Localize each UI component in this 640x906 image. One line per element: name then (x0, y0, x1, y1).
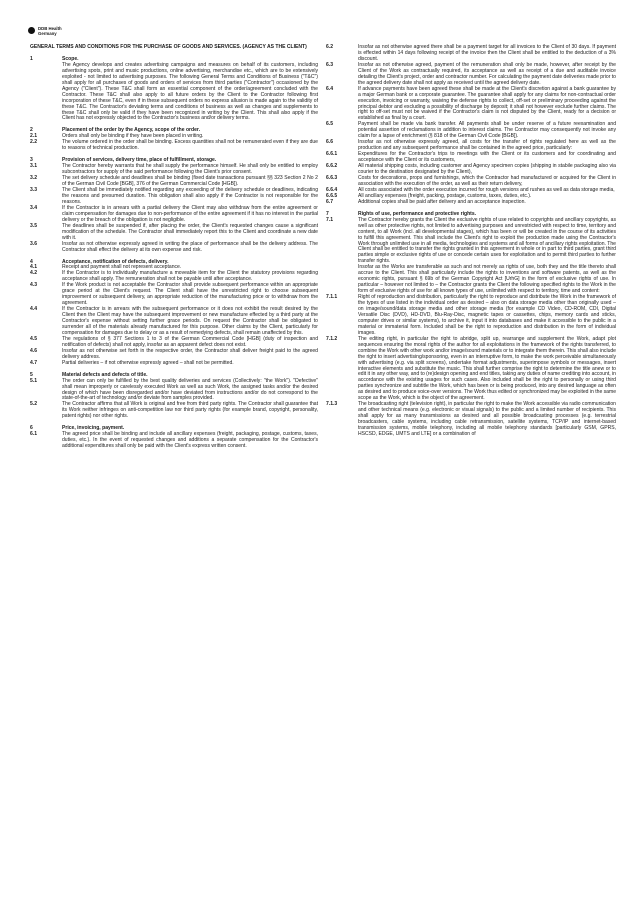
clause-text: All ancillary expenses (freight, packing, postage, customs, taxes, duties, etc.). (358, 192, 532, 199)
section-heading: Acceptance, notification of defects, delivery. (62, 258, 169, 265)
clause-number: 3.3 (30, 187, 38, 194)
clause-number: 4.4 (30, 306, 38, 313)
section-heading: Provision of services, delivery time, place of fulfillment, storage. (62, 157, 217, 164)
clause-text: The broadcasting right (television right), in particular the right to make the Work accessible via radio communication and other technical means (e.g. electronic or visual signals) to the public and a limited number of recipients. This shall apply for as many transmissions as desired and all possible broadcasting processes (e.g. terrestrial broadcasters, cable systems, including cable retransmission, satellite systems, TCP/IP and internet-based transmission systems, mobile telephony, including all mobile telephony standards [particularly GSM, GPRS, HSCSD, EDGE, UMTS and LTE] or a combination of (358, 401, 616, 437)
right-column (326, 45, 616, 444)
clause (30, 307, 318, 337)
clause-section (30, 57, 318, 122)
clause-text: Insofar as not otherwise agreed, payment of the remuneration shall only be made, however, after receipt by the Client of the Work as contractually required, its acceptance as well as receipt of a due and auditable invoice detailing the Client's project, order and contractor number. For calculating the payment date deliveries made prior to the agreed delivery date shall not apply as received until the agreed delivery date. (358, 61, 616, 86)
clause (30, 361, 318, 367)
section-number: 3 (30, 157, 33, 164)
clause-section (30, 158, 318, 253)
clause (30, 379, 318, 403)
clause-number: 4.5 (30, 335, 38, 342)
clause-number: 6.5 (326, 121, 334, 128)
document-title: GENERAL TERMS AND CONDITIONS FOR THE PURCHASE OF GOODS AND SERVICES. (AGENCY AS THE CLIENT) (30, 44, 307, 50)
clause (326, 200, 616, 206)
clause-text: The Contractor affirms that all Work is original and free from third party rights. The Contractor shall guarantee that its Work neither infringes on anti-competition law nor third party rights (for example brand, copyright, personality, patent rights) nor other rights. (62, 401, 318, 420)
clause-text: Insofar as not otherwise set forth in the respective order, the Contractor shall deliver freight paid to the agreed delivery address. (62, 347, 318, 360)
clause-number: 2.1 (30, 133, 38, 140)
section-number: 6 (30, 425, 33, 432)
clause-number: 7.1.3 (326, 401, 338, 408)
clause (30, 224, 318, 242)
company-logo (28, 26, 62, 36)
clause (326, 122, 616, 140)
clause (30, 188, 318, 206)
clause-text: If the Contractor is in arrears with the subsequent performance or it does not exhibit the result desired by the Client then the Client may have the subsequent improvement or new manufacture effected by a third party at the Contractor's expense without setting further grace periods. On request the Contractor shall be obligated to surrender all of the materials already manufactured for this purpose. Other claims by the Client, particularly for compensation for damages due to delay or as a result of remedying defects, shall remain unaffected by this. (62, 306, 318, 336)
clause (30, 140, 318, 152)
clause (30, 63, 318, 123)
clause (30, 242, 318, 254)
clause-number: 6.4 (326, 85, 334, 92)
clause-number: 6.2 (326, 44, 334, 50)
clause-number: 4.1 (30, 264, 38, 271)
clause-text: Right of reproduction and distribution, particularly the right to reproduce and distribute the Work in the framework of the types of use listed in the individual order as desired – also on data storage media other than originally used – on image/sound/data storage media and other storage media (for example CD Video, CD-ROM, CDI, Digital Versatile Disc (DVD), HD-DVD, Blu-Ray-Disc, magnetic tapes or cassettes, chips, memory cards and sticks, computer drives or similar systems), to archive it, input it into databases and make it accessible to the public in a material or immaterial form. Included shall be the right to reproduction and distribution in the form of individual images. (358, 294, 616, 336)
clause-number: 3.4 (30, 204, 38, 211)
clause-text: Expenditures for the Contractor's trips to meetings with the Client or its customers and for coordinating and acceptance with the Client or its customers, (358, 151, 616, 164)
clause-text: Receipt and payment shall not represent acceptance. (62, 264, 182, 271)
clause-number: 6.3 (326, 61, 334, 68)
section-heading: Material defects and defects of title. (62, 371, 148, 378)
clause-text: Insofar as the Works are transferable as such and not merely as rights of use, both they and the title thereto shall accrue to the Client. This shall particularly include the rights to inventions and software patents, as well as the economic rights, pursuant § 69b of the German Copyright Act [UrhG] in the form of exclusive rights of use. In particular – however not limited to – the Contractor grants the Client the following specified rights to the Work in the form of exclusive rights of use for all known types of use, unlimited with respect to territory, time and content: (358, 264, 616, 295)
logo-text (38, 26, 62, 36)
clause-text: Orders shall only be binding if they have been placed in writing. (62, 133, 204, 140)
clause (30, 432, 318, 450)
section-heading: Scope. (62, 55, 79, 62)
clause (326, 337, 616, 402)
section-number: 1 (30, 55, 33, 62)
clause-number: 5.1 (30, 377, 38, 384)
clause-number: 6.6.2 (326, 163, 338, 170)
clause-number: 3.5 (30, 222, 38, 229)
clause-section (30, 260, 318, 367)
clause (30, 337, 318, 349)
clause-number: 5.2 (30, 401, 38, 408)
clause (326, 218, 616, 266)
logo-icon (28, 27, 35, 34)
clause-text: The Contractor hereby warrants that he shall supply the performance himself. He shall only be entitled to employ subcontractors for supply of the said performance following the Client's prior consent. (62, 163, 318, 176)
clause-number: 4.2 (30, 270, 38, 277)
clause (326, 63, 616, 87)
clause-text: The Client shall be immediately notified regarding any exceeding of the delivery schedule or deadlines, indicating the reasons and presumed duration. This obligation shall also apply if the Contractor is not responsible for the reasons. (62, 187, 318, 205)
clause-text: If the Contractor is to individually manufacture a moveable item for the Client the statutory provisions regarding acceptance shall apply. The remuneration shall not be payable until after acceptance. (62, 270, 318, 283)
clause-number: 7.1 (326, 216, 334, 223)
logo-line-1: DDB Health (38, 26, 62, 31)
clause-number: 6.6.3 (326, 174, 338, 181)
clause-number: 3.6 (30, 240, 38, 247)
clause-text: The Agency develops and creates advertising campaigns and measures on behalf of its customers, including advertising spots, print and music productions, online advertising, merchandise etc., which are to be extensively exploited - not limited to advertising purposes. The following General Terms and Conditions of Business ("T&C") shall apply for all purchases of goods and orders of services from third parties ("Contractor") occasioned by the Agency ("Client"). These T&C shall form an essential component of the order/agreement concluded with the Contractor. These T&C shall also apply to all future orders by the Client to the Contractor following first incorporation of these T&C, even if in these subsequent orders no express allusion is made again to the validity of these T&C. The Contractor's deviating terms and conditions of business as well as changes and supplements to these T&C shall only be valid if they have been recognized in writing by the Client. This shall also apply if the Client has not expressly objected to the Contractor's business and/or delivery terms. (62, 61, 318, 122)
clause-number: 4.7 (30, 359, 38, 366)
clause-text: Payment shall be made via bank transfer. All payments shall be under reserve of a future reexamination and potential assertion of reclamations in addition to interest claims. The Contractor may consequently not invoke any claim for a lapse of enrichment (§ 818 of the German Civil Code [BGB]). (358, 121, 616, 140)
clause-text: The Contractor hereby grants the Client the exclusive rights of use related to copyrights and ancillary copyrights, as well as other protective rights, not limited to advertising purposes and unrestricted with respect to time, territory and content, to all Work (incl. all developmental stages), which has been or will be created in the course of its activities to fulfill this agreement. This shall include the Client's right to exploit the production made using the Contractor's Work through unlimited use in all media, technologies and systems and all forms of ancillary rights exploitation. The Client shall be entitled to transfer the rights granted in this agreement in whole or in part to third parties, grant third parties simple or exclusive rights of use or concede certain uses for exploitation and to permit third parties to further transfer rights. (358, 216, 616, 265)
clause-section (30, 373, 318, 421)
clause (326, 295, 616, 337)
clause-section (326, 212, 616, 438)
section-heading: Placement of the order by the Agency, scope of the order. (62, 127, 200, 134)
clause-number: 7.1.1 (326, 294, 338, 301)
clause-text: The editing right, in particular the right to abridge, split up, rearrange and supplement the Work, adapt plot sequences ensuring the moral rights of the author for all exploitations in the framework of the rights transferred, to combine the Work with other work and/or image/sound materials or to integrate them therein. This shall also include the right to insert advertising/sponsoring, even in an interruptive form, to make the work perceivable simultaneously with advertising (e.g. via split screens), undertake format adjustments, superimpose symbols or messages, insert interactive elements and substitute the music. This shall further comprise the right to determine the title anew or to edit it in any other way, and to (re)design opening and end titles, taking any duties of name crediting into account, in accordance with the existing usages for such cases. Also included shall be the right to personally or using third parties synchronize and subtitle the Work, which has been or is being produced, into any desired language as often as desired and to produce voice-over versions. The Work thus edited or synchronized may be exploited in the same scope as the Work, which is the object of the agreement. (358, 335, 616, 402)
clause-text: Additional copies shall be paid after delivery and an acceptance inspection. (358, 198, 526, 205)
clause-number: 3.1 (30, 163, 38, 170)
clause-number: 6.6 (326, 139, 334, 146)
clause-text: The regulations of § 377 Sections 1 to 3 of the German Commercial Code [HGB] (duty of inspection and notification of defects) shall not apply, insofar as an apparent defect does not exist. (62, 335, 318, 348)
clause-number: 4.3 (30, 282, 38, 289)
clause-number: 3.2 (30, 175, 38, 182)
section-number: 4 (30, 258, 33, 265)
clause-number (30, 63, 62, 123)
clause-number: 6.6.1 (326, 151, 338, 158)
section-heading: Rights of use, performance and protective rights. (358, 210, 477, 217)
clause-section (30, 426, 318, 450)
clause-number: 6.6.4 (326, 186, 338, 193)
clause-number: 6.1 (30, 431, 38, 438)
clause (326, 402, 616, 438)
section-number: 5 (30, 371, 33, 378)
clause-text: All material shipping costs, including customer and Agency specimen copies (shipping in stabile packaging also via courier to the destination designated by the Client), (358, 163, 616, 176)
clause-text: Costs for decorations, props and furnishings, which the Contractor had manufactured or acquired for the Client in association with the execution of the order, as well as their return delivery, (358, 174, 616, 187)
clause-text: The volume ordered in the order shall be binding. Excess quantities shall not be remunerated even if they are due to reasons of technical production. (62, 139, 318, 152)
left-column (30, 45, 318, 456)
clause (30, 206, 318, 224)
clause-section (326, 45, 616, 206)
clause-text: The agreed price shall be binding and include all ancillary expenses (freight, packaging, postage, customs, taxes, duties, etc.). In the event of requested changes and additions a separate compensation for the Contractor's additional expenditures shall only be paid with the Client's express written consent. (62, 431, 318, 450)
clause-text: Insofar as not otherwise expressly agreed in writing the place of performance shall be the delivery address. The Contractor shall effect the delivery at its own expense and risk. (62, 240, 318, 253)
clause (30, 402, 318, 420)
clause-number (326, 265, 358, 295)
clause-text: The deadlines shall be suspended if, after placing the order, the Client's requested changes cause a significant modification of the schedule. The Contractor shall immediately report this to the Client and coordinate a new date with it. (62, 222, 318, 241)
clause-text: Partial deliveries – if not otherwise expressly agreed – shall not be permitted. (62, 359, 234, 366)
clause-text: If advance payments have been agreed these shall be made at the Client's discretion against a bank guarantee by a major German bank or a corporate guarantee. The guarantee shall apply for any claims for non-contractual order execution, invoicing or warranty, waiving the defense rights to collect, off-set or preliminary proceeding against the principal debtor and excluding a possibility of discharge by deposit; it shall not however exclude further claims. The right to off-set must not be waived if the Contractor's claim is not disputed by the Client, ready for a decision or established as final by a court. (358, 85, 616, 122)
clause-text: If the Work product is not acceptable the Contractor shall provide subsequent performance within an appropriate grace period at the Client's request. The Client shall have the unrestricted right to choose subsequent improvement or subsequent delivery, an appropriate reduction of the manufacturing price or to withdraw from the agreement. (62, 282, 318, 307)
clause (326, 45, 616, 63)
clause-number: 6.6.5 (326, 192, 338, 199)
clause-text: All costs associated with the order execution incurred for rough versions and rushes as well as data storage media, (358, 186, 615, 193)
clause (30, 283, 318, 307)
clause-text: The order can only be fulfilled by the best quality deliveries and services (Collectively: "the Work"). "Defective" shall mean improperly or carelessly executed Work as well as such Work, the assigned tasks and/or the desired design of which have been disregarded and/or have deviated from instructions and/or do not correspond to the state-of-the-art of technology and/or deviate from samples provided. (62, 377, 318, 402)
clause-section (30, 128, 318, 152)
clause (326, 265, 616, 295)
clause (30, 349, 318, 361)
clause-number: 7.1.2 (326, 335, 338, 342)
clause-text: If the Contractor is in arrears with a partial delivery the Client may also withdraw from the entire agreement or claim compensation for damages due to non-performance of the entire agreement if it has no interest in the partial delivery or the breach of the obligation is not negligible. (62, 204, 318, 223)
section-number: 7 (326, 210, 329, 217)
clause-number: 4.6 (30, 347, 38, 354)
clause-number: 2.2 (30, 139, 38, 146)
clause-text: Insofar as not otherwise agreed there shall be a payment target for all invoices to the Client of 30 days. If payment is effected within 14 days following receipt of the invoice then the Client shall be entitled to the deduction of a 3% discount. (358, 44, 616, 62)
clause-text: The set delivery schedule and deadlines shall be binding (fixed date transactions pursuant §§ 323 Section 2 No 2 of the German Civil Code [BGB], 376 of the German Commercial Code [HGB]). (62, 175, 318, 188)
clause-number: 6.7 (326, 198, 334, 205)
section-heading: Price, invoicing, payment. (62, 425, 125, 432)
section-number: 2 (30, 127, 33, 134)
logo-line-2: Germany (38, 31, 57, 36)
clause-text: Insofar as not otherwise expressly agreed, all costs for the transfer of rights regulated here as well as the production and any subsequent performance shall be contained in the agreed price, particularly: (358, 139, 616, 152)
clause (326, 87, 616, 123)
